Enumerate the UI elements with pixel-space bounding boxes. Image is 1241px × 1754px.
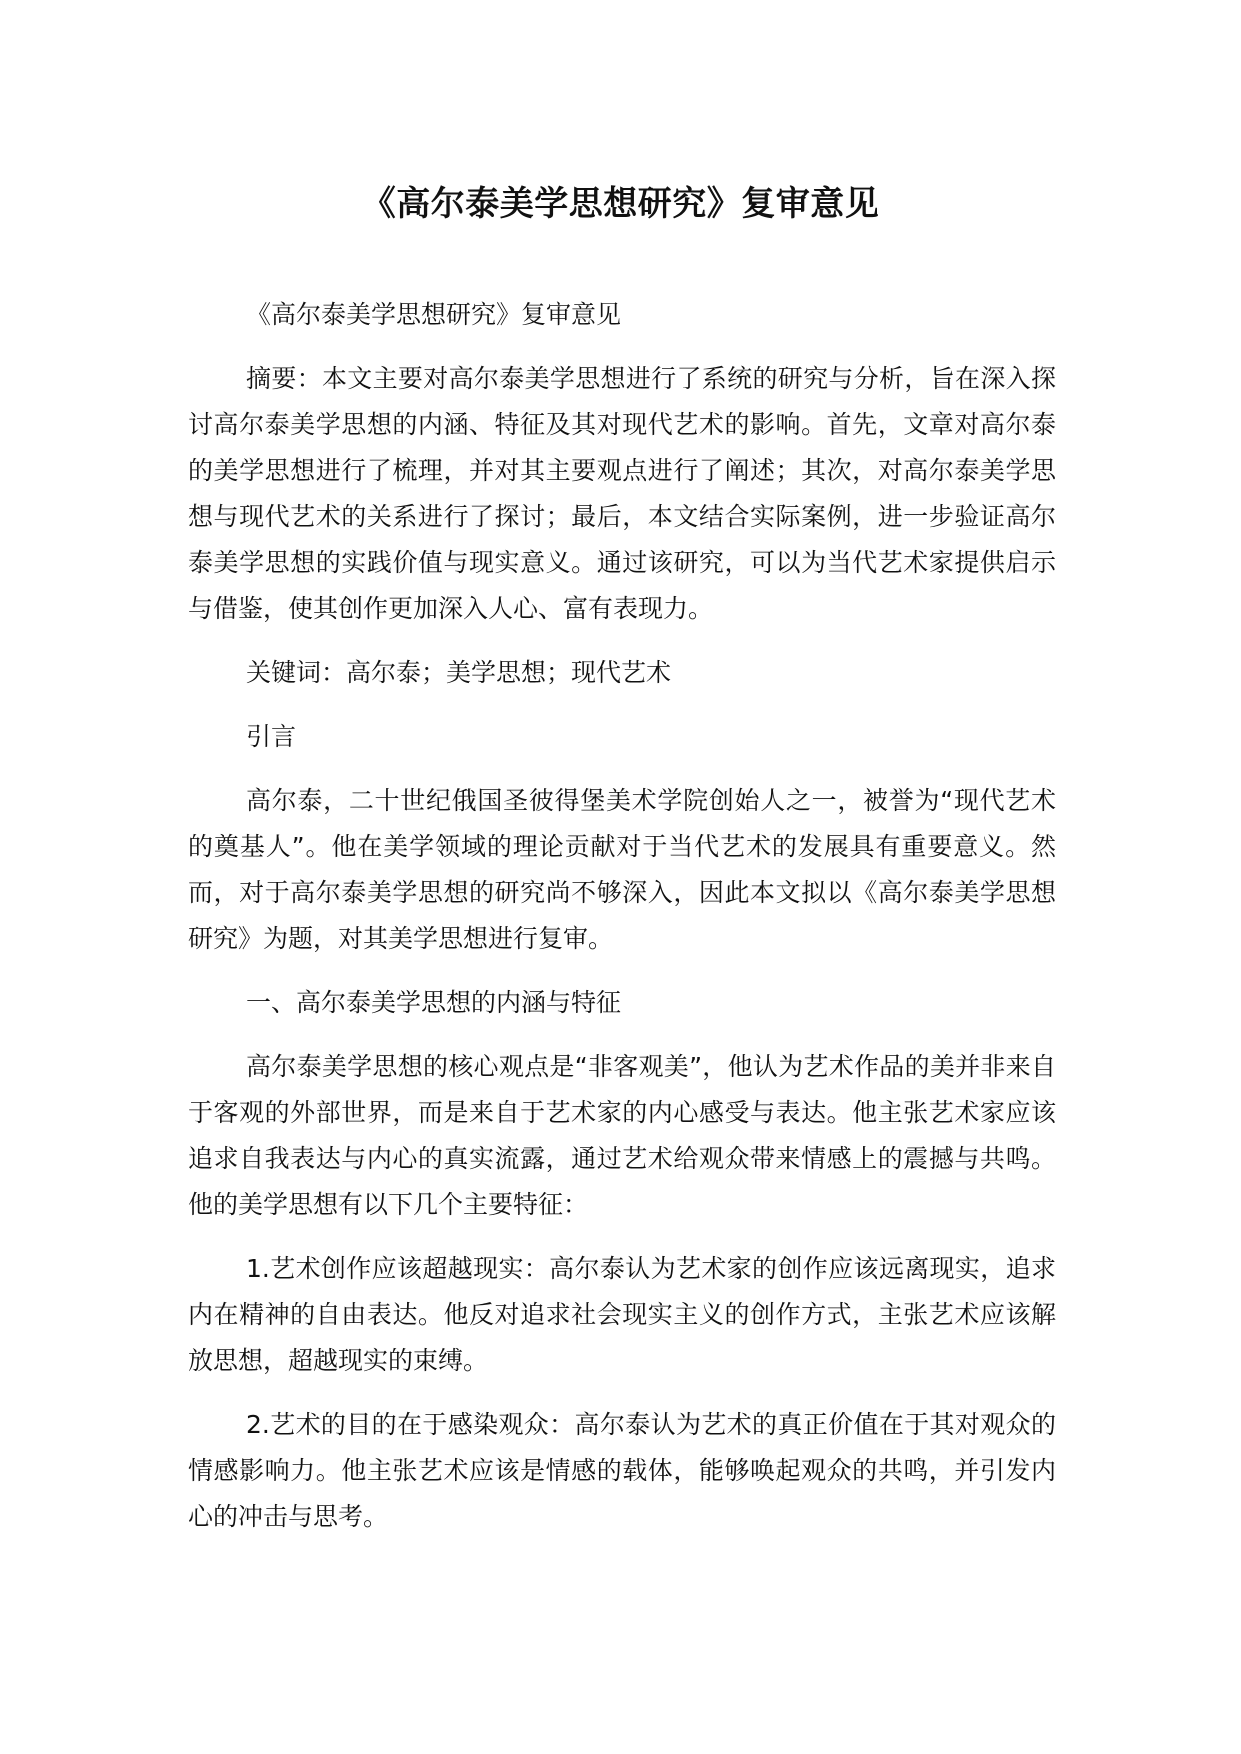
feature-item-1: 1.艺术创作应该超越现实：高尔泰认为艺术家的创作应该远离现实，追求内在精神的自由表达。他反对追求社会现实主义的创作方式，主张艺术应该解放思想，超越现实的束缚。: [188, 1254, 1056, 1375]
document-body: [188, 292, 1056, 1558]
feature-item-2: 2.艺术的目的在于感染观众：高尔泰认为艺术的真正价值在于其对观众的情感影响力。他主张艺术应该是情感的载体，能够唤起观众的共鸣，并引发内心的冲击与思考。: [188, 1410, 1056, 1531]
abstract-paragraph: 摘要：本文主要对高尔泰美学思想进行了系统的研究与分析，旨在深入探讨高尔泰美学思想的内涵、特征及其对现代艺术的影响。首先，文章对高尔泰的美学思想进行了梳理，并对其主要观点进行了阐述；其次，对高尔泰美学思想与现代艺术的关系进行了探讨；最后，本文结合实际案例，进一步验证高尔泰美学思想的实践价值与现实意义。通过该研究，可以为当代艺术家提供启示与借鉴，使其创作更加深入人心、富有表现力。: [188, 364, 1056, 623]
document-title: 《高尔泰美学思想研究》复审意见: [361, 184, 880, 224]
section-one-heading: 一、高尔泰美学思想的内涵与特征: [246, 988, 622, 1017]
section-one-paragraph: 高尔泰美学思想的核心观点是“非客观美”，他认为艺术作品的美并非来自于客观的外部世界，而是来自于艺术家的内心感受与表达。他主张艺术家应该追求自我表达与内心的真实流露，通过艺术给观众带来情感上的震撼与共鸣。他的美学思想有以下几个主要特征：: [188, 1052, 1056, 1219]
introduction-heading: 引言: [246, 722, 297, 751]
keywords-paragraph: 关键词：高尔泰；美学思想；现代艺术: [246, 658, 672, 687]
subtitle-paragraph: 《高尔泰美学思想研究》复审意见: [246, 300, 622, 329]
introduction-paragraph: 高尔泰，二十世纪俄国圣彼得堡美术学院创始人之一，被誉为“现代艺术的奠基人”。他在美学领域的理论贡献对于当代艺术的发展具有重要意义。然而，对于高尔泰美学思想的研究尚不够深入，因此本文拟以《高尔泰美学思想研究》为题，对其美学思想进行复审。: [188, 786, 1056, 953]
